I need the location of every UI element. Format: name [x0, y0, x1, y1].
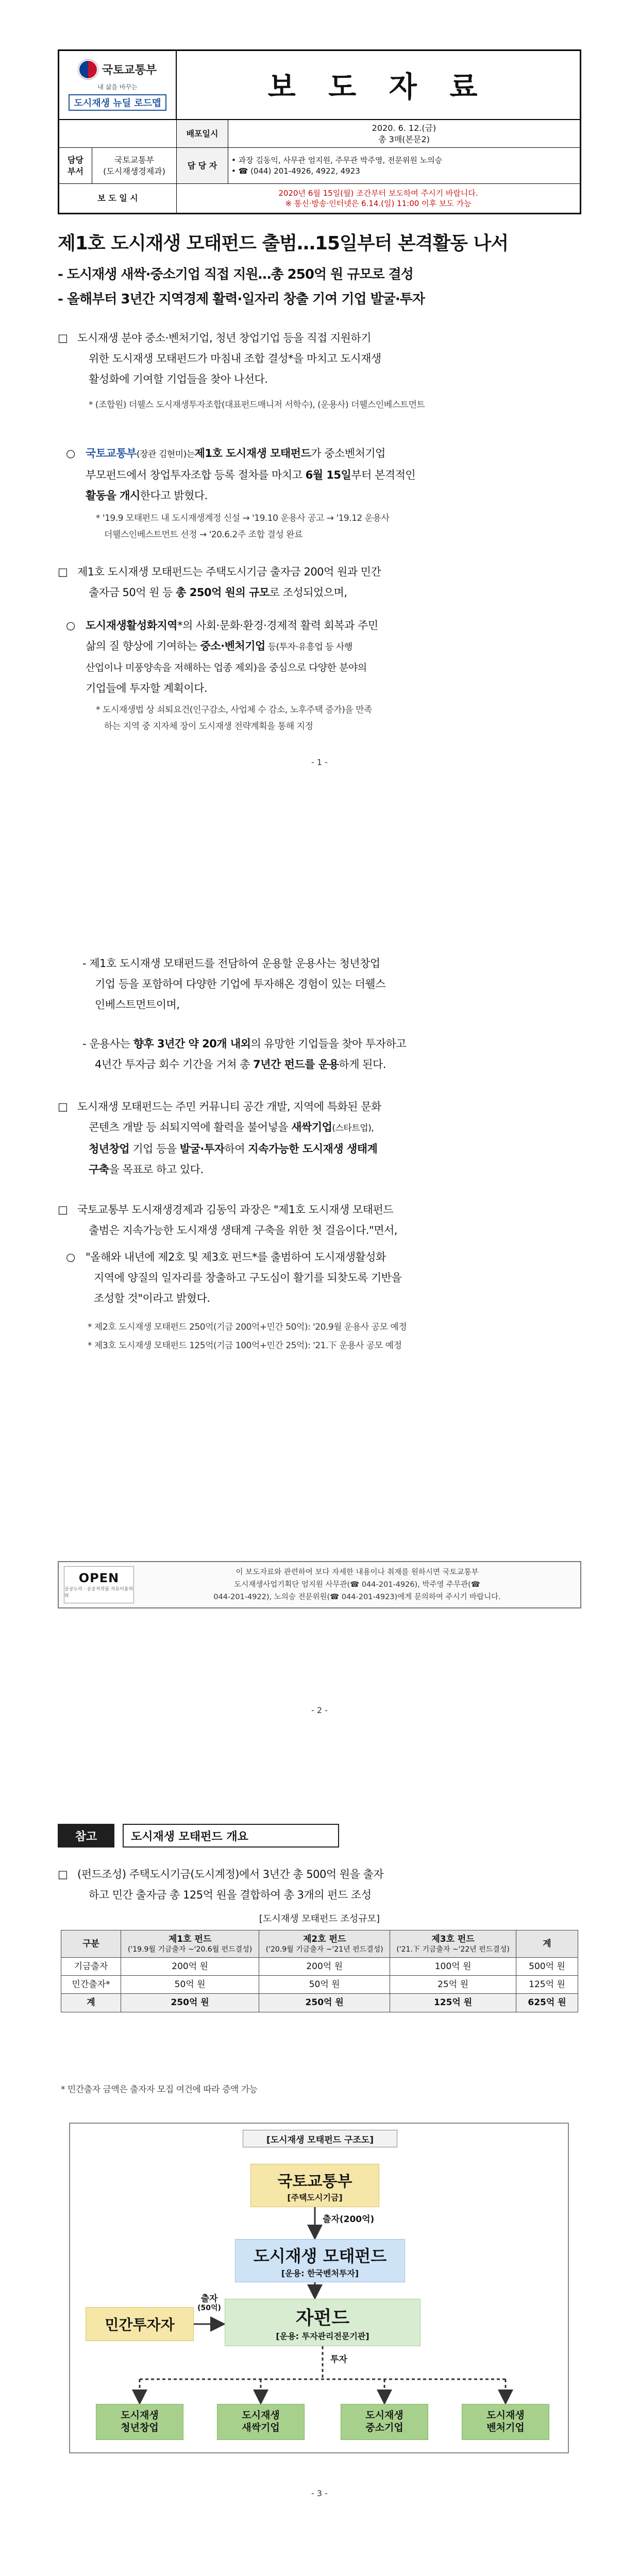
table-row — [61, 1976, 578, 1994]
paragraph-5: 도시재생 모태펀드는 주민 커뮤니티 공간 개발, 지역에 특화된 문화 콘텐츠 개발 등 쇠퇴지역에 활력을 불어넣을 새싹기업(스타트업), 청년창업 기업 등을 발굴·투자하여 지속가능한 도시재생 생태계 구축을 목표로 하고 있다. — [77, 1100, 381, 1176]
paragraph-8: (펀드조성) 주택도시기금(도시계정)에서 3년간 총 500억 원을 출자 하고 민간 출자금 총 125억 원을 결합하여 총 3개의 펀드 조성 — [77, 1868, 384, 1901]
logo-subtitle: 내 삶을 바꾸는 — [97, 83, 138, 91]
diagram-title: [도시재생 모태펀드 구조도] — [243, 2130, 397, 2147]
open-license-word: OPEN — [78, 1571, 120, 1585]
circle-bullet-icon: ○ — [66, 447, 76, 460]
node-private-investor: 민간투자자 — [86, 2307, 194, 2341]
footnote-1: * (조합원) 더웰스 도시재생투자조합(대표펀드매니저 서학수), (운용사) 더웰스인베스트먼트 — [89, 400, 425, 410]
dept-name: 국토교통부 — [114, 155, 155, 165]
table-cell: 기금출자 — [61, 1958, 121, 1976]
subheadline-1: - 도시재생 새싹·중소기업 직접 지원…총 250억 원 규모로 결성 — [58, 267, 413, 282]
node-venture: 도시재생 벤처기업 — [462, 2404, 549, 2440]
square-bullet-icon: □ — [58, 1100, 68, 1113]
paragraph-6: 국토교통부 도시재생경제과 김동익 과장은 "제1호 도시재생 모태펀드 출범은 지속가능한 도시재생 생태계 구축을 위한 첫 걸음이다."면서, — [77, 1204, 397, 1236]
embargo-note: ※ 통신·방송·인터넷은 6.14.(일) 11:00 이후 보도 가능 — [285, 199, 472, 208]
paragraph-1: 도시재생 분야 중소·벤처기업, 청년 창업기업 등을 직접 지원하기 위한 도시재생 모태펀드가 마침내 조합 결성*을 마치고 도시재생 활성화에 기여할 기업들을 찾아 나선다. — [77, 332, 381, 385]
square-bullet-icon: □ — [58, 332, 68, 344]
reference-title: 도시재생 모태펀드 개요 — [123, 1824, 339, 1848]
table-cell: 200억 원 — [259, 1958, 390, 1976]
embargo-label: 보 도 일 시 — [59, 184, 177, 213]
square-bullet-icon: □ — [58, 1868, 68, 1880]
contact-phone: • ☎ (044) 201-4926, 4922, 4923 — [231, 166, 360, 176]
footnote-3: * 도시재생법 상 쇠퇴요건(인구감소, 사업체 수 감소, 노후주택 증가)을 만족 하는 지역 중 지자체 장이 도시재생 전략계획을 통해 지정 — [96, 705, 372, 732]
press-release-header — [58, 49, 581, 214]
table-cell: 250억 원 — [259, 1994, 390, 2012]
footnote-2: * '19.9 모태펀드 내 도시재생계정 신설 → '19.10 운용사 공고 → '19.12 운용사 더웰스인베스트먼트 선정 → '20.6.2주 조합 결성 완료 — [96, 513, 390, 540]
node-sprout-company: 도시재생 새싹기업 — [217, 2404, 305, 2440]
node-youth-startup: 도시재생 청년창업 — [96, 2404, 183, 2440]
node-mother-fund: 도시재생 모태펀드 [운용: 한국벤처투자] — [235, 2239, 405, 2282]
contact-persons: • 과장 김동익, 사무관 엄지원, 주무관 박주영, 전문위원 노의승 — [231, 156, 443, 165]
open-license-box — [58, 1561, 581, 1608]
footnote-5: * 제3호 도시재생 모태펀드 125억(기금 100억+민간 25억): '21.下 운용사 공모 예정 — [88, 1341, 402, 1351]
person-label: 담 당 자 — [177, 148, 228, 183]
table-header: 제2호 펀드 ('20.9월 기금출자 ~'21년 펀드결성) — [259, 1930, 390, 1958]
subheadline-2: - 올해부터 3년간 지역경제 활력·일자리 창출 기여 기업 발굴·투자 — [58, 292, 425, 307]
table-cell: 50억 원 — [259, 1976, 390, 1994]
page-3 — [0, 1824, 639, 2576]
footnote-4: * 제2호 도시재생 모태펀드 250억(기금 200억+민간 50억): '20.9월 운용사 공모 예정 — [88, 1322, 407, 1332]
logo-name: 국토교통부 — [102, 64, 157, 77]
page-1 — [0, 0, 639, 886]
taegeuk-emblem-icon — [78, 60, 98, 79]
circle-bullet-icon: ○ — [66, 619, 76, 632]
dept-sub: (도시재생경제과) — [103, 166, 165, 176]
table-cell: 50억 원 — [121, 1976, 259, 1994]
label-arrow-2: 출자 (50억) — [197, 2294, 221, 2313]
table-row-total — [61, 1994, 578, 2012]
square-bullet-icon: □ — [58, 566, 68, 578]
paragraph-3: 제1호 도시재생 모태펀드는 주택도시기금 출자금 200억 원과 민간 출자금 50억 원 등 총 250억 원의 규모로 조성되었으며, — [77, 566, 381, 599]
node-sub-fund: 자펀드 [운용: 투자관리전문기관] — [225, 2299, 421, 2346]
bullet-paragraph-1: - 제1호 도시재생 모태펀드를 전담하여 운용할 운용사는 청년창업 기업 등을 포함하여 다양한 기업에 투자해온 경험이 있는 더웰스 인베스트먼트이며, — [82, 957, 385, 1011]
open-license-sub: 공공누리 · 공공저작물 자유이용허락 — [64, 1587, 133, 1599]
table-cell: 250억 원 — [121, 1994, 259, 2012]
table-header: 제3호 펀드 ('21.下 기금출자 ~'22년 펀드결성) — [390, 1930, 516, 1958]
table-cell: 민간출자* — [61, 1976, 121, 1994]
page-2 — [0, 912, 639, 1808]
table-cell: 125억 원 — [516, 1976, 578, 1994]
paragraph-2: 국토교통부(장관 김현미)는제1호 도시재생 모태펀드가 중소벤처기업 부모펀드에서 창업투자조합 등록 절차를 마치고 6월 15일부터 본격적인 활동을 개시한다고 밝혔다. — [86, 447, 416, 502]
table-header: 구분 — [61, 1930, 121, 1958]
label-invest: 투자 — [330, 2354, 347, 2365]
table-cell: 625억 원 — [516, 1994, 578, 2012]
table-cell: 100억 원 — [390, 1958, 516, 1976]
paragraph-7: "올해와 내년에 제2호 및 제3호 펀드*를 출범하여 도시재생활성화 지역에 양질의 일자리를 창출하고 구도심이 활기를 되찾도록 기반을 조성할 것"이라고 밝혔다. — [86, 1251, 402, 1304]
document-title: 보 도 자 료 — [267, 70, 489, 104]
embargo-text: 2020년 6월 15일(월) 조간부터 보도하여 주시기 바랍니다. — [278, 188, 478, 198]
ministry-logo — [59, 51, 177, 119]
node-sme: 도시재생 중소기업 — [341, 2404, 428, 2440]
page-number-2: - 2 - — [311, 1705, 328, 1715]
contact-label-2: 부서 — [68, 166, 83, 176]
table-cell: 25억 원 — [390, 1976, 516, 1994]
page-number-1: - 1 - — [311, 757, 328, 767]
square-bullet-icon: □ — [58, 1204, 68, 1216]
release-date: 2020. 6. 12.(금) — [372, 123, 436, 133]
table-cell: 200억 원 — [121, 1958, 259, 1976]
table-cell: 125억 원 — [390, 1994, 516, 2012]
label-arrow-1: 출자(200억) — [323, 2214, 375, 2225]
table-caption: [도시재생 모태펀드 조성규모] — [259, 1913, 380, 1924]
table-cell: 계 — [61, 1994, 121, 2012]
paragraph-4: 도시재생활성화지역*의 사회·문화·환경·경제적 활력 회복과 주민 삶의 질 향상에 기여하는 중소·벤처기업 등(투자·유흥업 등 사행 산업이나 미풍양속을 저해하는 업종 제외)을 중심으로 다양한 분야의 기업들에 투자할 계획이다. — [86, 619, 378, 694]
table-header-row — [61, 1930, 578, 1958]
fund-table — [61, 1930, 578, 2012]
open-license-logo — [64, 1566, 134, 1603]
table-header: 계 — [516, 1930, 578, 1958]
inquiry-text: 이 보도자료와 관련하여 보다 자세한 내용이나 취재를 원하시면 국토교통부 도시재생사업기획단 엄지원 사무관(☎ 044-201-4926), 박주영 주무관(☎ 044-201-4922), 노의승 전문위원(☎ 044-201-4923)에게 문의하여 주시기 바랍니다. — [213, 1568, 501, 1601]
page-number-3: - 3 - — [311, 2488, 328, 2498]
node-molit: 국토교통부 [주택도시기금] — [250, 2164, 379, 2207]
circle-bullet-icon: ○ — [66, 1251, 76, 1263]
headline: 제1호 도시재생 모태펀드 출범…15일부터 본격활동 나서 — [58, 233, 509, 254]
fund-structure-diagram — [69, 2123, 569, 2453]
logo-tagline: 도시재생 뉴딜 로드맵 — [69, 94, 166, 111]
table-header: 제1호 펀드 ('19.9월 기금출자 ~'20.6월 펀드결성) — [121, 1930, 259, 1958]
release-pages: 총 3매(본문2) — [378, 134, 430, 144]
table-row — [61, 1958, 578, 1976]
contact-label-1: 담당 — [68, 155, 83, 165]
release-label: 배포일시 — [177, 120, 228, 147]
reference-tag: 참고 — [58, 1824, 114, 1848]
bullet-paragraph-2: - 운용사는 향후 3년간 약 20개 내외의 유망한 기업들을 찾아 투자하고 4년간 투자금 회수 기간을 거쳐 총 7년간 펀드를 운용하게 된다. — [82, 1038, 407, 1071]
table-cell: 500억 원 — [516, 1958, 578, 1976]
table-footnote: * 민간출자 금액은 출자자 모집 여건에 따라 증액 가능 — [61, 2084, 258, 2095]
